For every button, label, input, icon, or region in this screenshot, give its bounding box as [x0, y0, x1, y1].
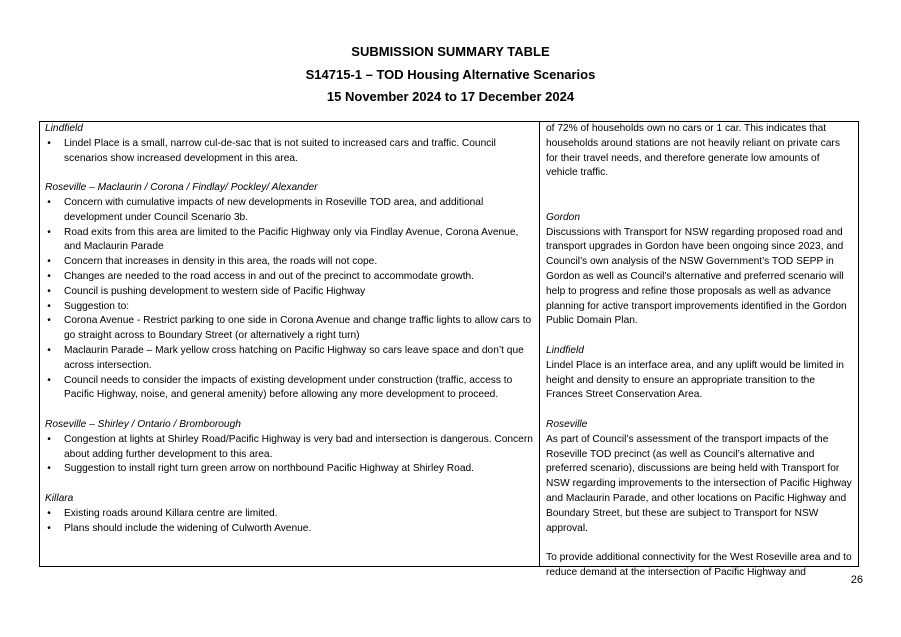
roseville-maclaurin-list: [45, 196, 535, 403]
bullet-icon: •: [47, 300, 51, 312]
bullet-icon: •: [47, 374, 51, 386]
document-title: SUBMISSION SUMMARY TABLE: [351, 44, 550, 59]
bullet-icon: •: [47, 507, 51, 519]
list-item: • Suggestion to install right turn green arrow on northbound Pacific Highway at Shirley Road.: [45, 462, 535, 477]
lindfield-list: [45, 137, 535, 167]
response-heading-lindfield: Lindfield: [546, 344, 584, 356]
bullet-icon: •: [47, 285, 51, 297]
section-heading-roseville-shirley: Roseville – Shirley / Ontario / Bromborough: [45, 418, 241, 430]
list-item: • Plans should include the widening of Culworth Avenue.: [45, 522, 535, 537]
response-text-roseville: As part of Council’s assessment of the transport impacts of the Roseville TOD precinct (as well as Council’s alternative and preferred scenario), discussions are being held with Transport for NSW regarding improvements to the intersection of Pacific Highway and Maclaurin Parade, and other locations on Pacific Highway and Boundary Street, but these are subject to Transport for NSW approval.: [546, 433, 852, 534]
list-item: • Lindel Place is a small, narrow cul-de-sac that is not suited to increased cars and traffic. Council scenarios show increased development in this area.: [45, 137, 535, 167]
list-item: • Changes are needed to the road access in and out of the precinct to accommodate growth.: [45, 270, 535, 285]
list-item: • Existing roads around Killara centre are limited.: [45, 507, 535, 522]
bullet-icon: •: [47, 433, 51, 445]
document-date-range: 15 November 2024 to 17 December 2024: [326, 89, 575, 104]
bullet-icon: •: [47, 344, 51, 356]
section-heading-roseville-maclaurin: Roseville – Maclaurin / Corona / Findlay/ Pockley/ Alexander: [45, 182, 318, 194]
list-item: • Concern that increases in density in this area, the roads will not cope.: [45, 255, 535, 270]
list-item: • Congestion at lights at Shirley Road/Pacific Highway is very bad and intersection is dangerous. Concern about adding further development to this area.: [45, 433, 535, 463]
bullet-icon: •: [47, 196, 51, 208]
document-subtitle: S14715-1 – TOD Housing Alternative Scenarios: [305, 67, 596, 82]
list-item: • Council needs to consider the impacts of existing development under construction (traffic, access to Pacific Highway, noise, and general amenity) before allowing any more development to proceed.: [45, 374, 535, 404]
killara-list: [45, 507, 535, 537]
bullet-icon: •: [47, 256, 51, 268]
summary-table: [39, 121, 859, 578]
submission-column: [40, 122, 540, 566]
list-item: • Concern with cumulative impacts of new developments in Roseville TOD area, and additional development under Council Scenario 3b.: [45, 196, 535, 226]
bullet-icon: •: [47, 315, 51, 327]
list-item: • Maclaurin Parade – Mark yellow cross hatching on Pacific Highway so cars leave space and don’t que across intersection.: [45, 344, 535, 374]
section-heading-killara: Killara: [45, 492, 74, 504]
bullet-icon: •: [47, 522, 51, 534]
list-item: • Road exits from this area are limited to the Pacific Highway only via Findlay Avenue, Corona Avenue, and Maclaurin Parade: [45, 226, 535, 256]
bullet-icon: •: [47, 270, 51, 282]
response-heading-roseville: Roseville: [546, 418, 588, 430]
response-text-gordon: Discussions with Transport for NSW regarding proposed road and transport upgrades in Gordon have been ongoing since 2023, and Council’s own analysis of the NSW Government’s TOD SEPP in Gordon as well as Council’s alternative and preferred scenario will help to progress and refine those proposals as well as advance planning for active transport improvements identified in the Gordon Public Domain Plan.: [546, 226, 847, 327]
list-item: • Corona Avenue - Restrict parking to one side in Corona Avenue and change traffic lights to allow cars to go straight across to Boundary Street (or alternatively a right turn): [45, 314, 535, 344]
response-text-roseville-continued: To provide additional connectivity for the West Roseville area and to reduce demand at the intersection of Pacific Highway and: [546, 552, 852, 578]
section-heading-lindfield: Lindfield: [45, 123, 83, 134]
list-item: • Suggestion to:: [45, 300, 535, 315]
response-heading-gordon: Gordon: [546, 211, 580, 223]
page-number: 26: [850, 574, 863, 586]
bullet-icon: •: [47, 463, 51, 475]
response-text-lindfield: Lindel Place is an interface area, and any uplift would be limited in height and density to ensure an appropriate transition to the Frances Street Conservation Area.: [546, 359, 844, 401]
bullet-icon: •: [47, 226, 51, 238]
list-item: • Council is pushing development to western side of Pacific Highway: [45, 285, 535, 300]
bullet-icon: •: [47, 137, 51, 149]
roseville-shirley-list: [45, 433, 535, 477]
response-column: [540, 122, 858, 578]
response-intro: of 72% of households own no cars or 1 car. This indicates that households around stations are not heavily reliant on private cars for their travel needs, and therefore generate low amounts of vehicle traffic.: [546, 123, 840, 179]
